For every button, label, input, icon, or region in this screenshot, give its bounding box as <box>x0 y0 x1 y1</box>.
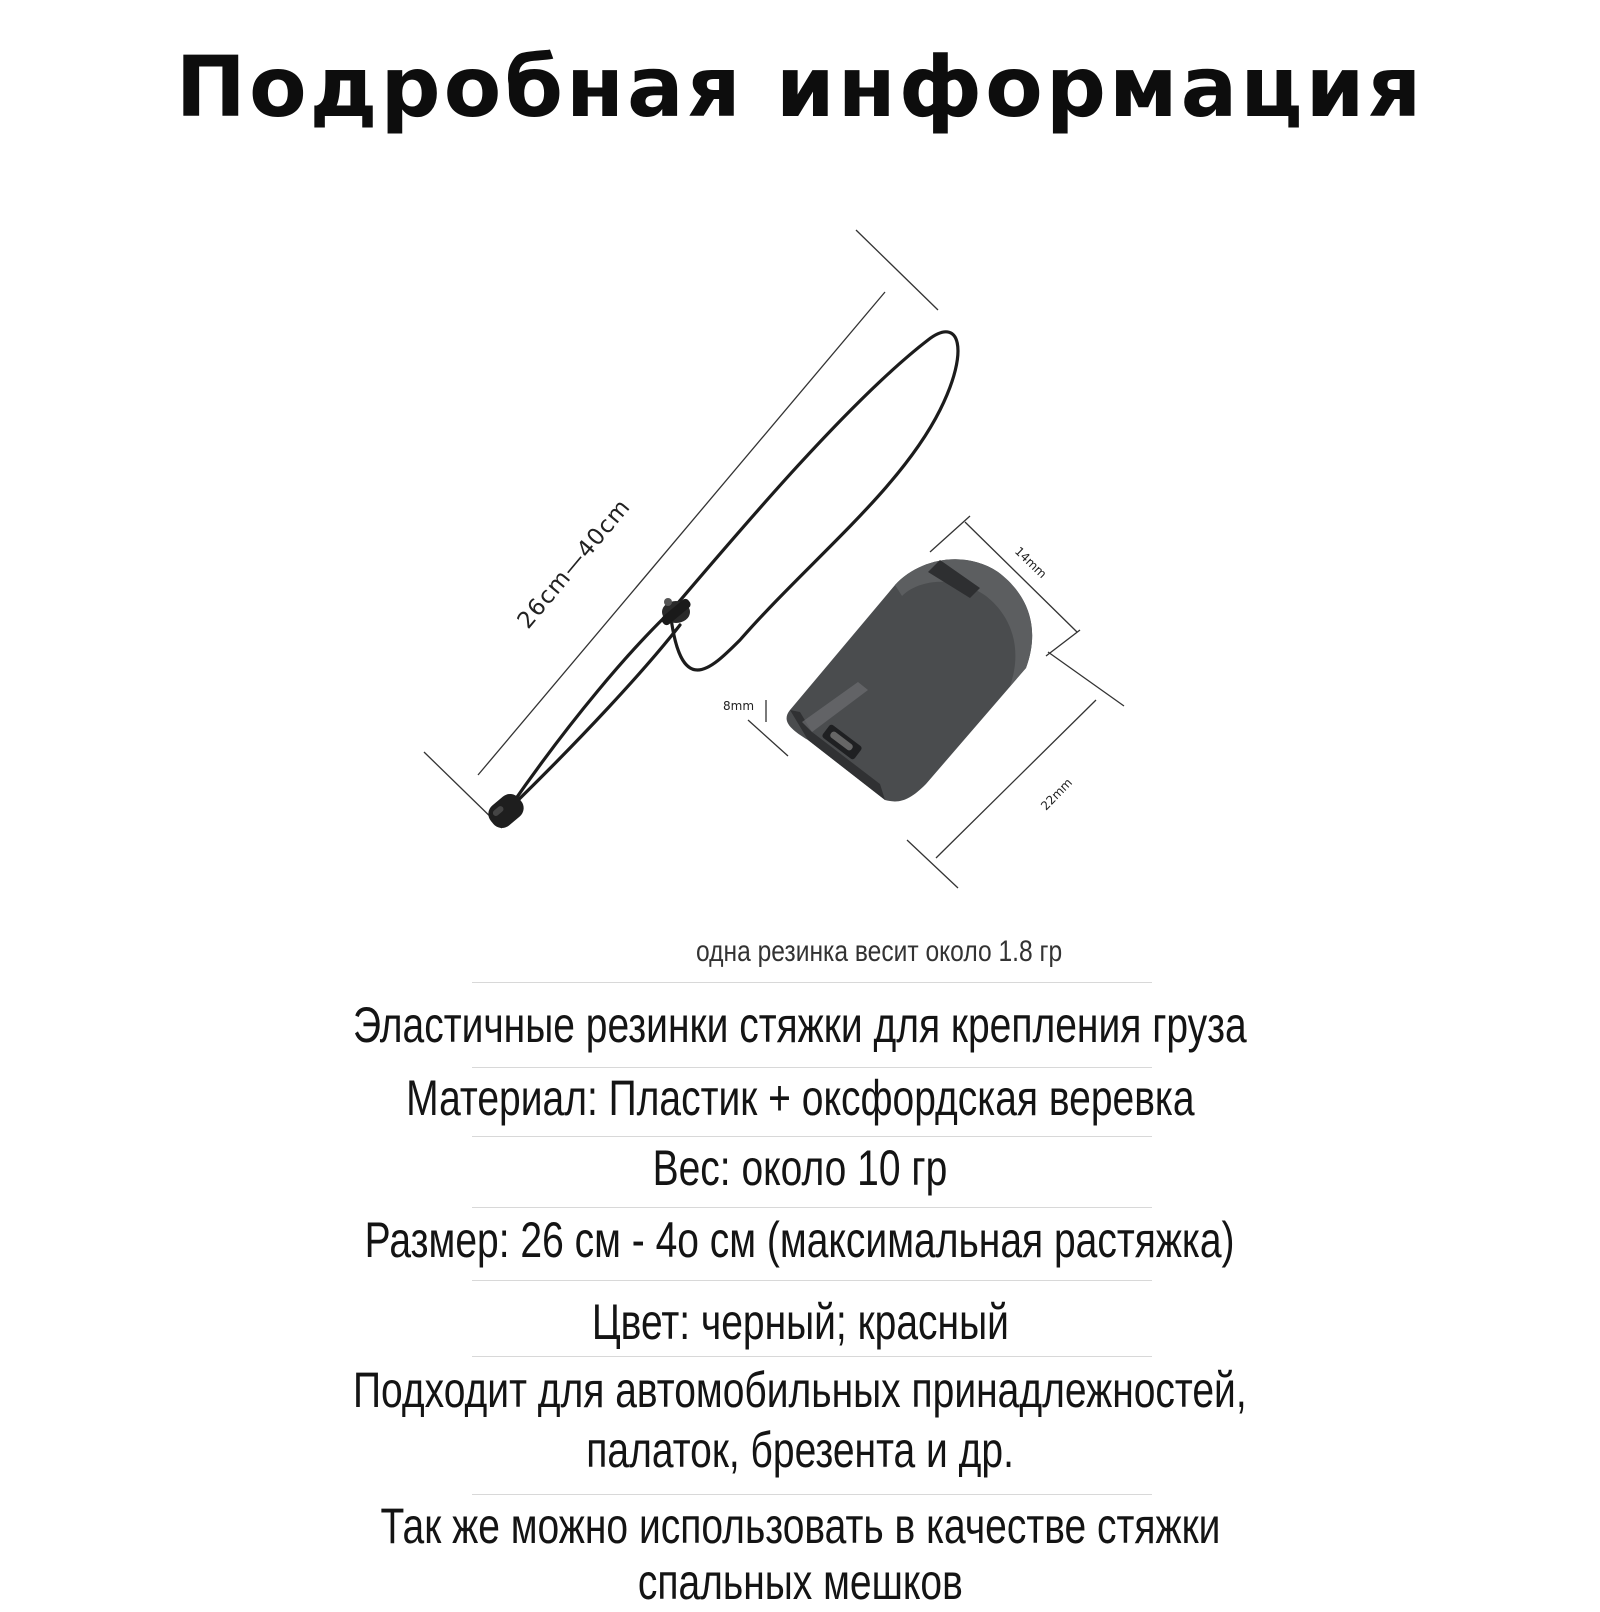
spec-alt-use-line-1: Так же можно использовать в качестве стяжки <box>380 1498 1220 1554</box>
spec-usage-line-2: палаток, брезента и др. <box>586 1422 1014 1478</box>
divider <box>472 1494 1152 1495</box>
spec-usage-line-1: Подходит для автомобильных принадлежностей, <box>353 1362 1247 1418</box>
divider <box>472 1207 1152 1208</box>
spec-weight: Вес: около 10 гр <box>652 1140 948 1196</box>
buckle-height-label: 8mm <box>723 699 755 713</box>
product-illustration <box>380 200 1180 920</box>
single-weight-note: одна резинка весит около 1.8 гр <box>696 935 1063 968</box>
divider <box>472 1280 1152 1281</box>
spec-product-name: Эластичные резинки стяжки для крепления груза <box>353 997 1247 1053</box>
divider <box>472 1136 1152 1137</box>
spec-color: Цвет: черный; красный <box>591 1294 1009 1350</box>
divider <box>472 982 1152 983</box>
page-title: Подробная информация <box>175 38 1425 136</box>
divider <box>472 1356 1152 1357</box>
cord-length-label: 26cm—40cm <box>512 494 636 634</box>
cord-lock-toggle <box>660 597 692 627</box>
spec-material: Материал: Пластик + оксфордская веревка <box>405 1070 1195 1126</box>
buckle-depth-label: 14mm <box>1011 544 1050 582</box>
product-figure <box>380 200 1180 920</box>
spec-alt-use-line-2: спальных мешков <box>637 1554 963 1610</box>
buckle-length-label: 22mm <box>1038 775 1076 814</box>
spec-size: Размер: 26 см - 4о см (максимальная растяжка) <box>365 1212 1235 1268</box>
buckle-body <box>787 559 1033 801</box>
